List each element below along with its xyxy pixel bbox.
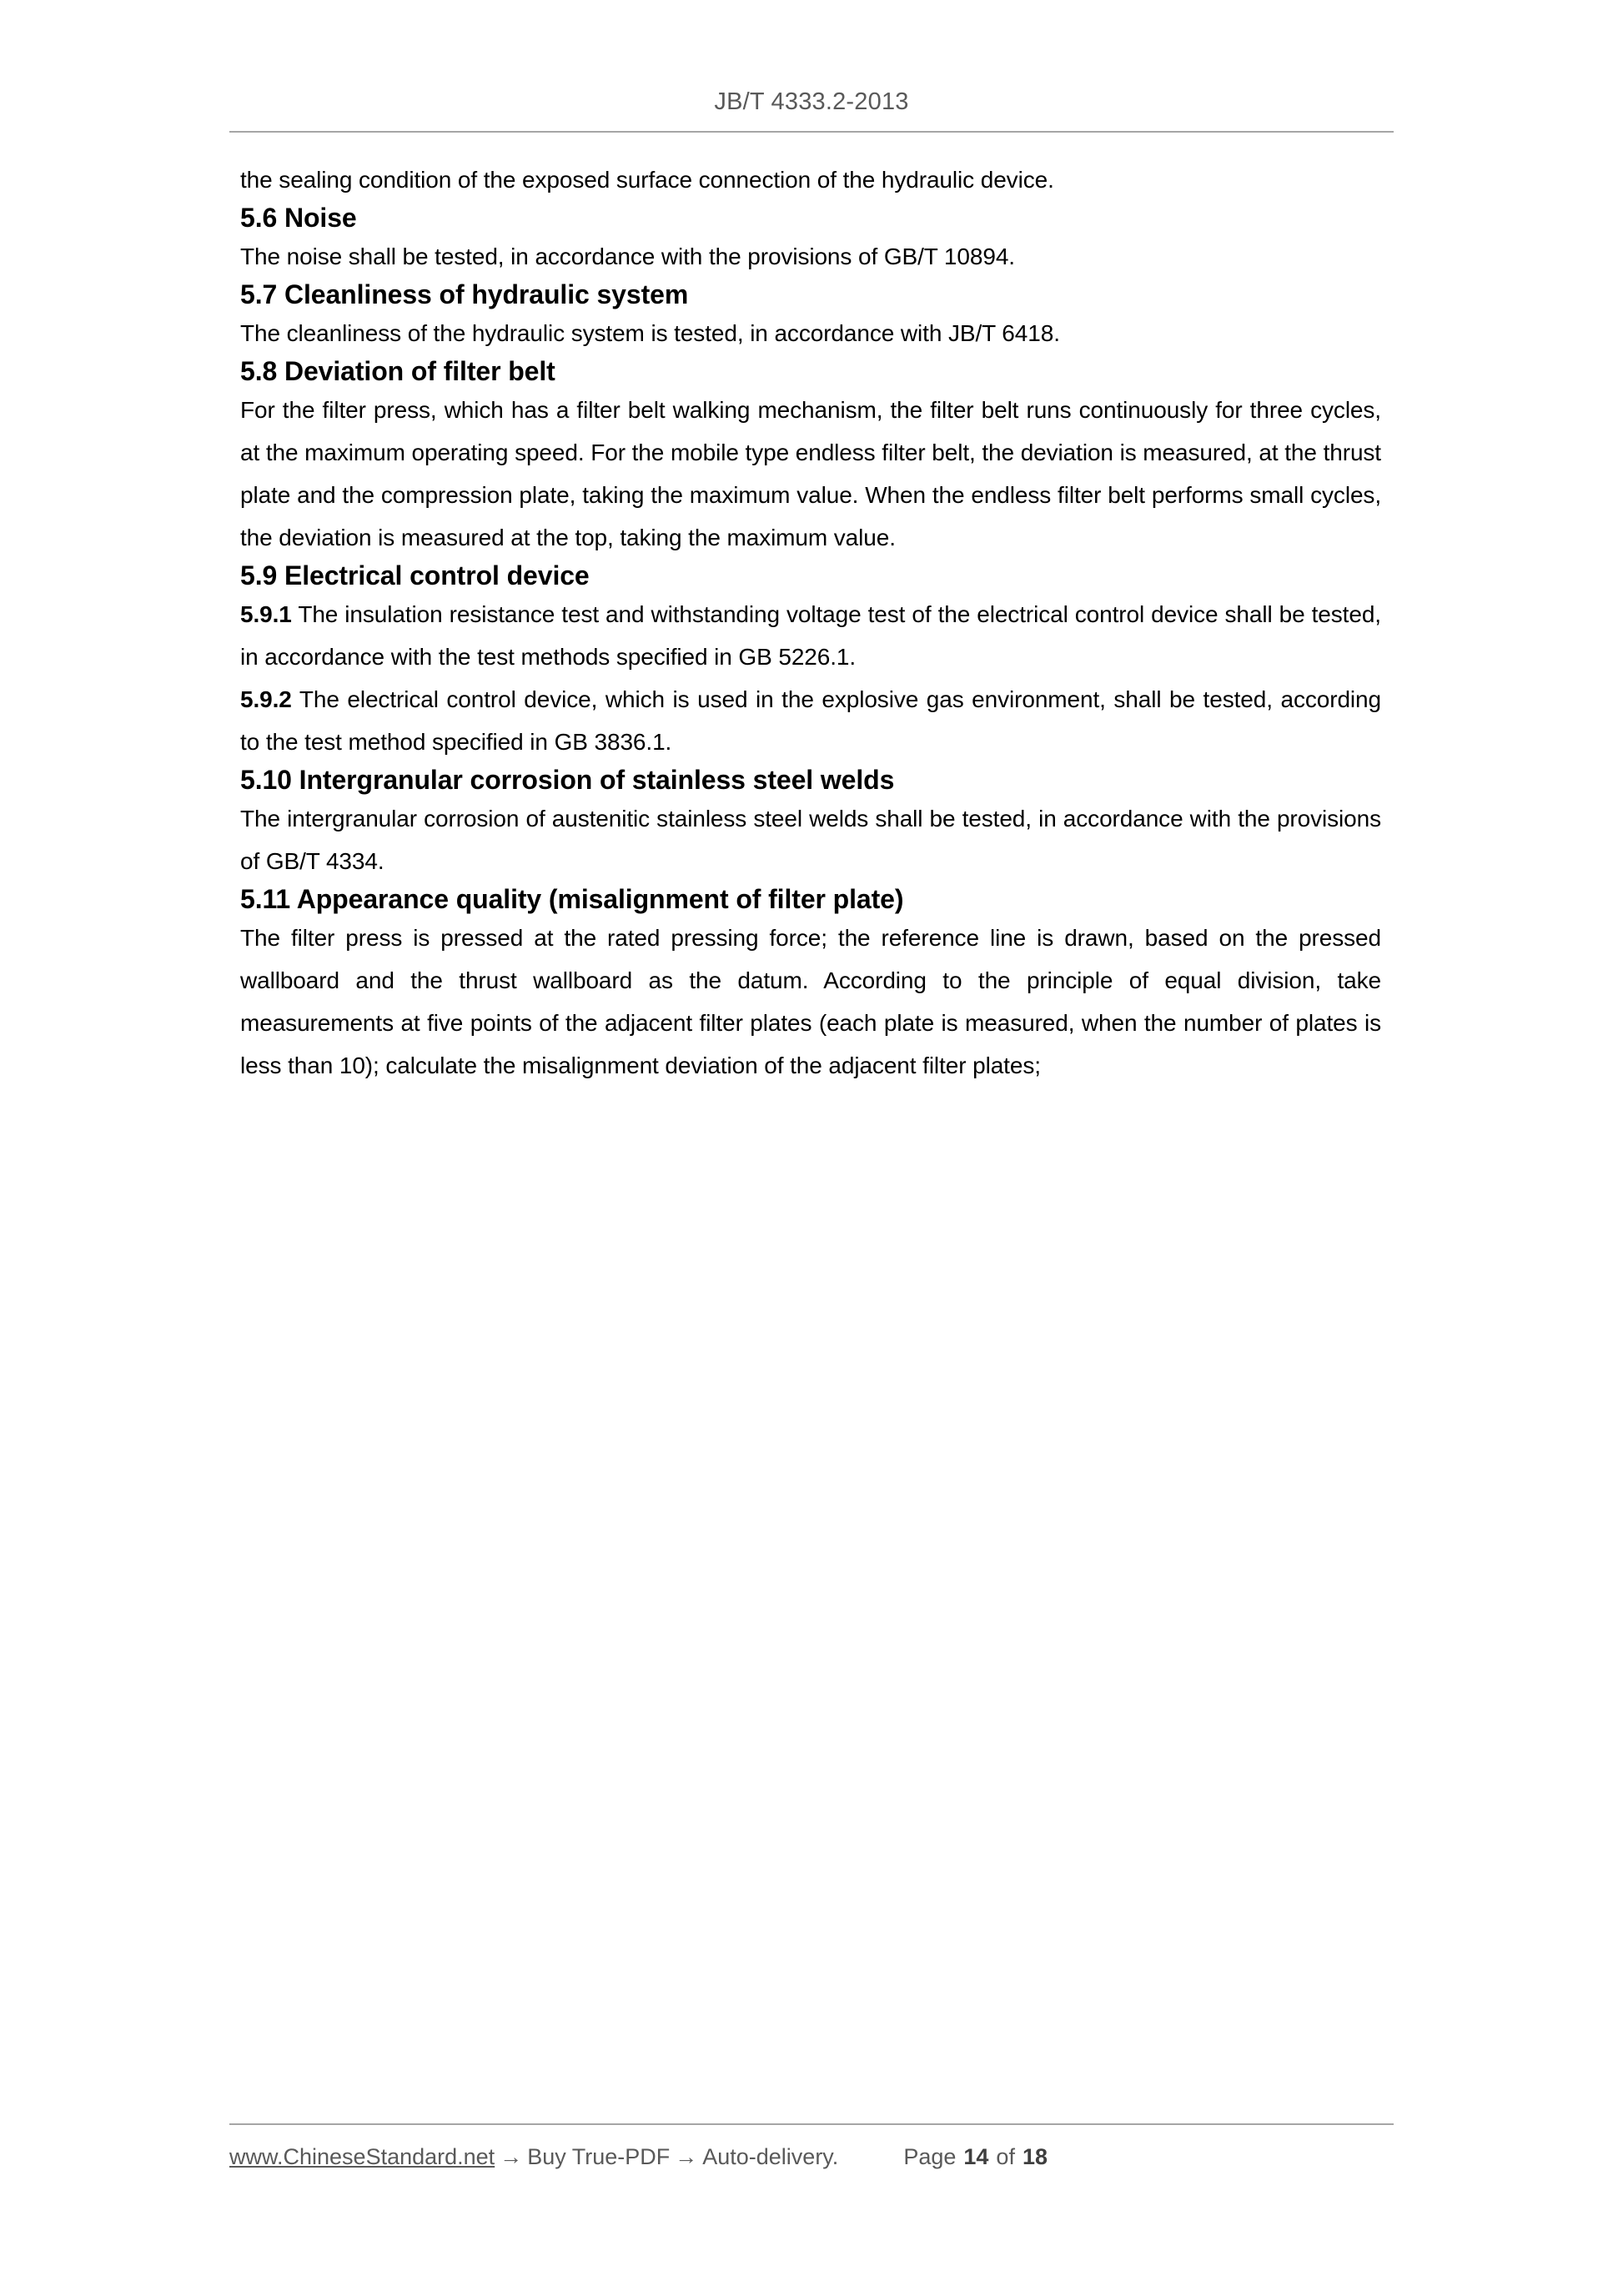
page-indicator [903,2143,1048,2170]
section-heading-5-10: 5.10 Intergranular corrosion of stainless steel welds [240,764,895,795]
page-of-label: of [996,2144,1015,2169]
intro-paragraph: the sealing condition of the exposed surface connection of the hydraulic device. [240,167,1054,193]
footer-promo-auto-delivery: Auto-delivery. [702,2144,839,2169]
subclause-text-5-9-1: The insulation resistance test and withstanding voltage test of the electrical control device shall be tested, in accordance with the test methods specified in GB 5226.1. [240,600,1381,670]
subclause-5-9-2 [240,678,1381,763]
footer-promo-buy-true-pdf: Buy True-PDF [527,2144,671,2169]
section-paragraph-5-11: The filter press is pressed at the rated pressing force; the reference line is drawn, based on the pressed wallboard and the thrust wallboard as the datum. According to the principle of equal division, take measurements at five points of the adjacent filter plates (each plate is measured, when the number of plates is less than 10); calculate the misalignment deviation of the adjacent filter plates; [240,924,1381,1078]
section-heading-5-9: 5.9 Electrical control device [240,560,590,590]
subclause-5-9-1 [240,593,1381,678]
document-body [240,158,1381,1087]
section-heading-5-11: 5.11 Appearance quality (misalignment of filter plate) [240,883,904,914]
section-heading-5-7: 5.7 Cleanliness of hydraulic system [240,279,689,309]
subclause-number-5-9-2: 5.9.2 [240,686,292,712]
footer-promo-line [229,2143,838,2170]
subclause-number-5-9-1: 5.9.1 [240,600,292,627]
page-header [229,88,1394,133]
section-paragraph-5-10: The intergranular corrosion of austenitic stainless steel welds shall be tested, in accordance with the provisions of GB/T 4334. [240,805,1381,874]
section-heading-5-6: 5.6 Noise [240,203,357,233]
footer-content [229,2143,1394,2170]
arrow-right-icon-2: → [675,2144,698,2169]
header-divider [229,131,1394,133]
section-paragraph-5-7: The cleanliness of the hydraulic system is tested, in accordance with JB/T 6418. [240,319,1060,346]
standard-number-title: JB/T 4333.2-2013 [714,88,909,115]
section-heading-5-8: 5.8 Deviation of filter belt [240,355,555,386]
section-paragraph-5-8: For the filter press, which has a filter belt walking mechanism, the filter belt runs continuously for three cycles, at the maximum operating speed. For the mobile type endless filter belt, the deviation is measured, at the thrust plate and the compression plate, taking the maximum value. When the endless filter belt performs small cycles, the deviation is measured at the top, taking the maximum value. [240,396,1381,550]
subclause-text-5-9-2: The electrical control device, which is used in the explosive gas environment, shall be tested, according to the test method specified in GB 3836.1. [240,686,1381,755]
chinesestandard-link[interactable]: www.ChineseStandard.net [229,2144,495,2169]
footer-divider [229,2123,1394,2125]
page-footer [229,2123,1394,2170]
total-page-number: 18 [1022,2144,1048,2169]
current-page-number: 14 [963,2144,989,2169]
page-label: Page [903,2144,957,2169]
arrow-right-icon: → [500,2144,523,2169]
section-paragraph-5-6: The noise shall be tested, in accordance with the provisions of GB/T 10894. [240,243,1015,269]
